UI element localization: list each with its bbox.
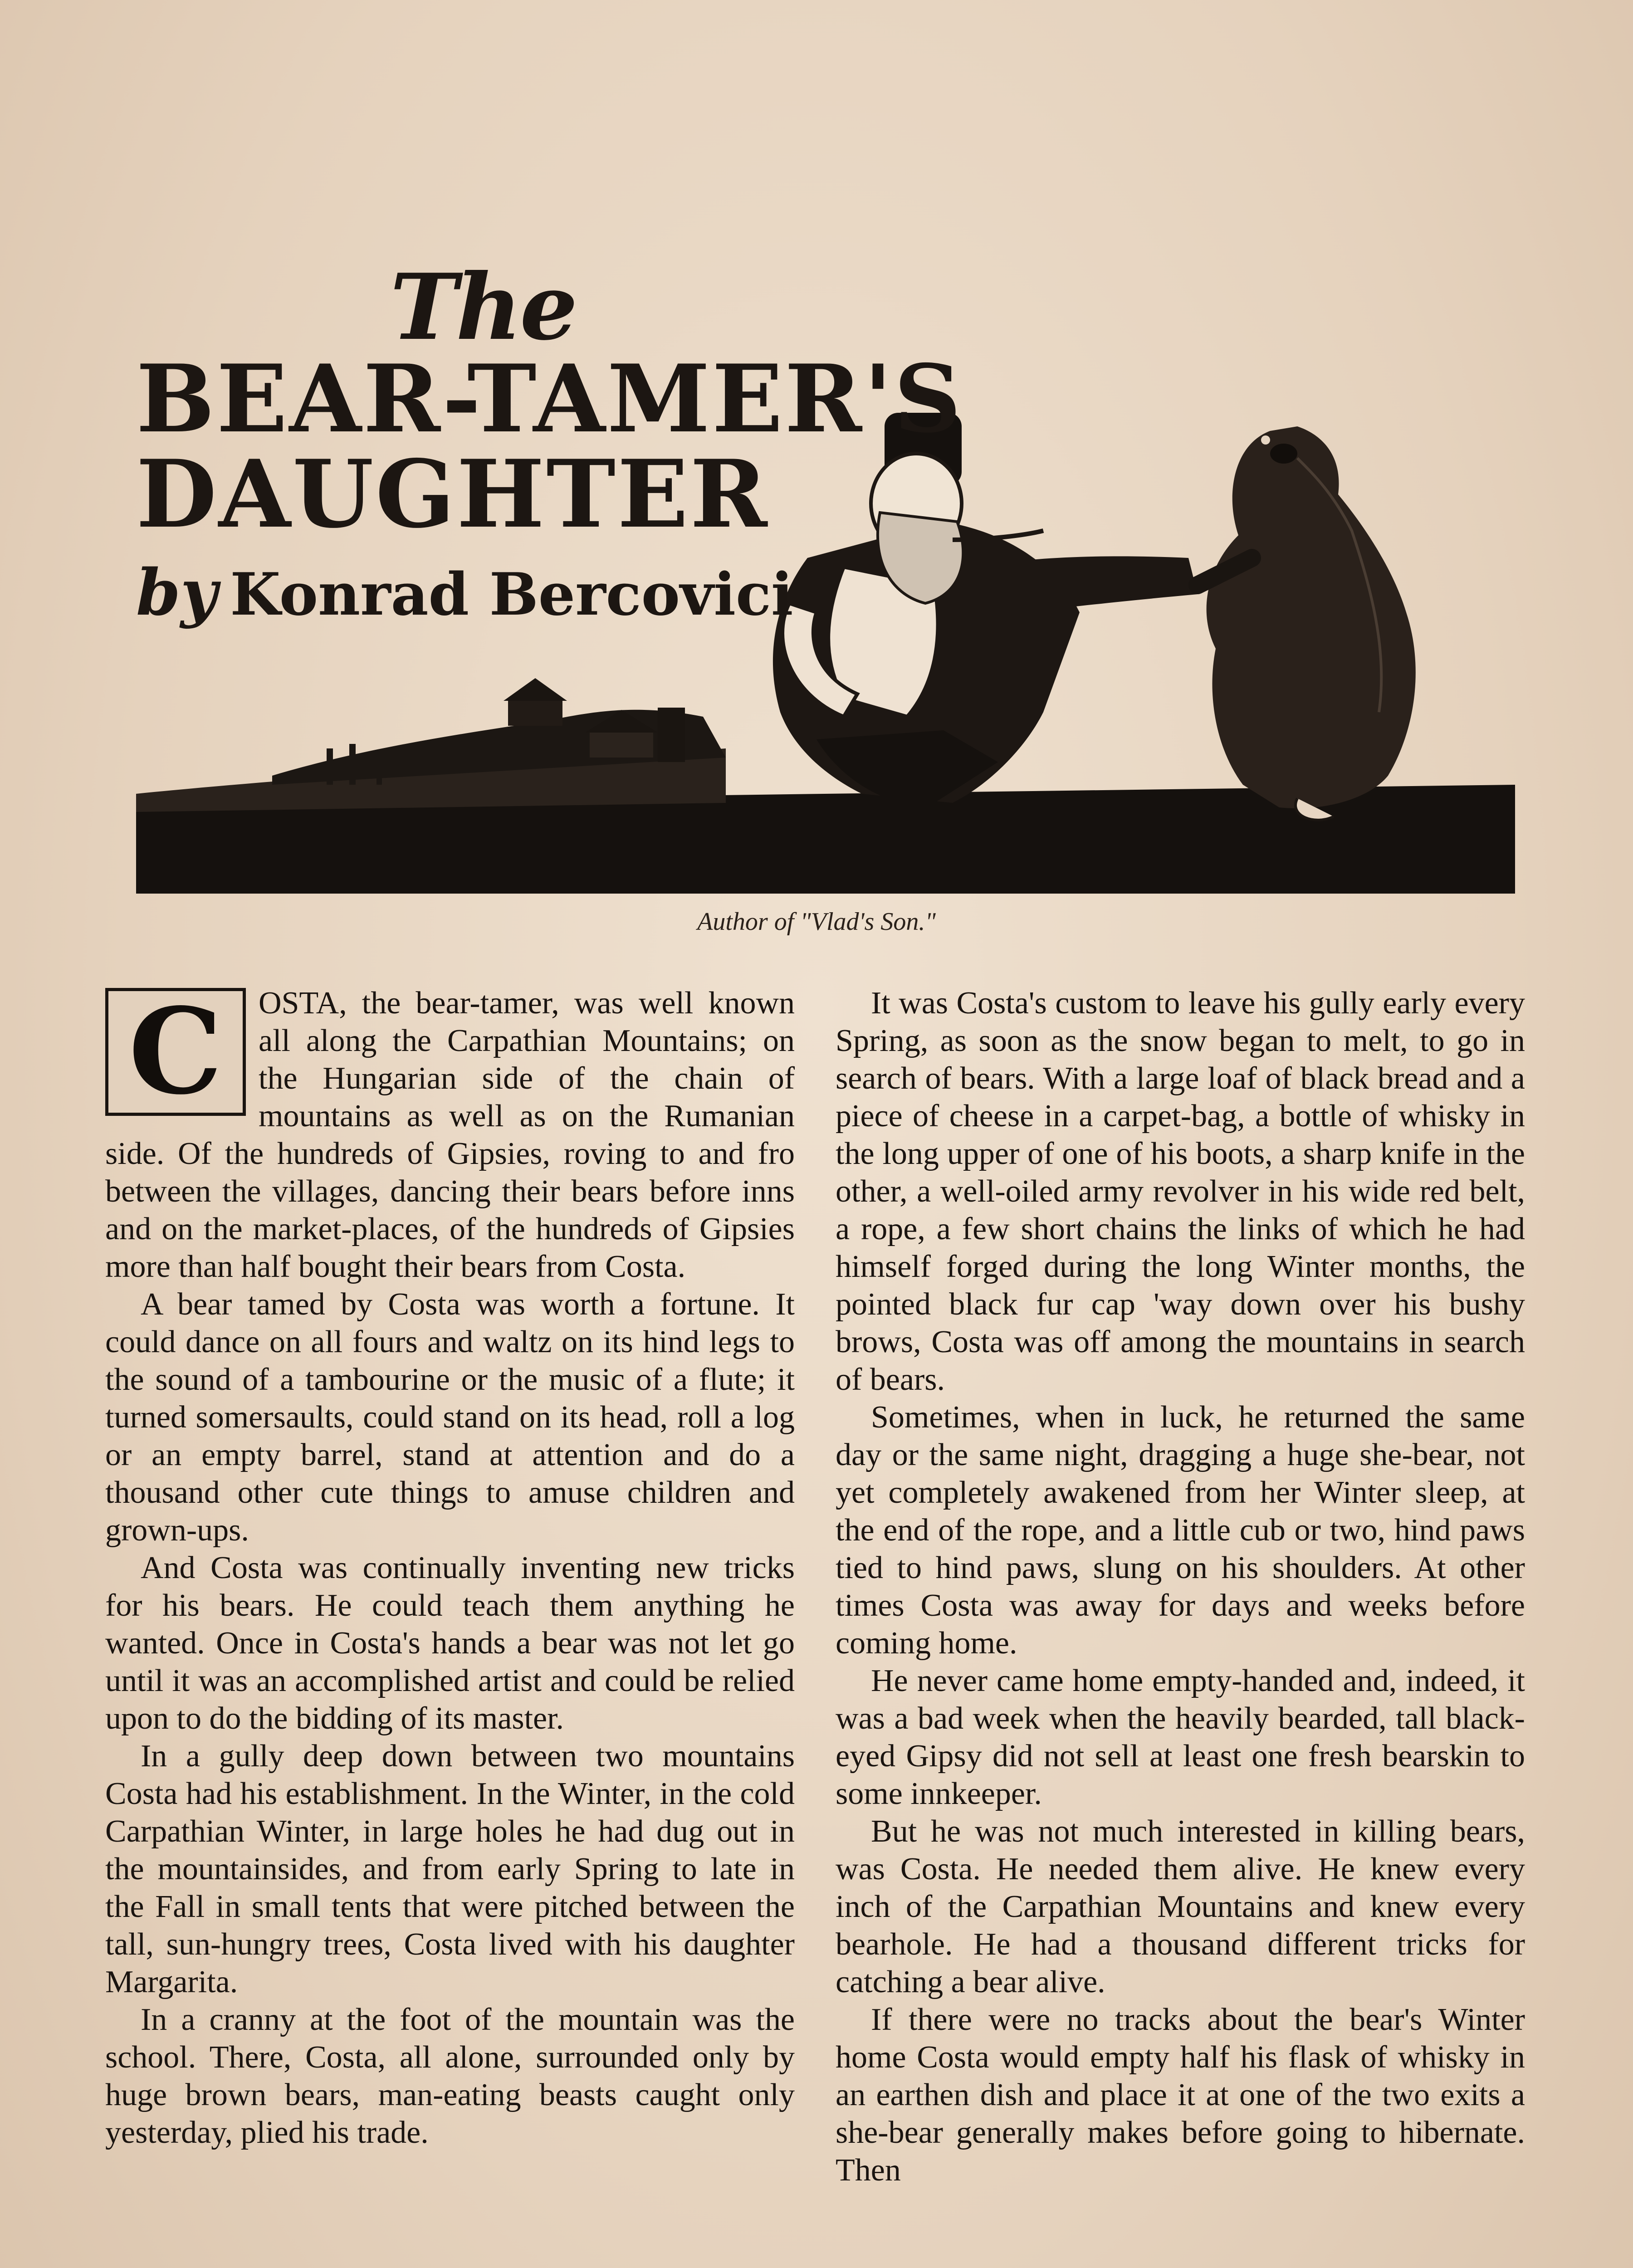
drop-cap: C <box>105 988 246 1116</box>
title-the: The <box>390 254 576 361</box>
left-column <box>105 984 795 2151</box>
paragraph: But he was not much interested in killing bears, was Costa. He needed them alive. He knew every inch of the Carpathian Mountains and knew every bearhole. He had a thousand different tricks for catching a bear alive. <box>836 1814 1525 1999</box>
title-line-1: BEAR-TAMER'S <box>136 345 963 454</box>
illustration-caption: Author of "Vlad's Son." <box>697 908 936 936</box>
paragraph: A bear tamed by Costa was worth a fortune. It could dance on all fours and waltz on its hind legs to the sound of a tambourine or the music of a flute; it turned somersaults, could stand on its head, roll a log or an empty barrel, stand at attention and do a thousand other cute things to amuse children and grown-ups. <box>105 1287 795 1548</box>
paragraph: OSTA, the bear-tamer, was well known all along the Carpathian Mountains; on the Hungarian side of the chain of mountains as well as on the Rumanian side. Of the hundreds of Gipsies, roving to and fro between the villages, dancing their bears before inns and on the market-places, of the hundreds of Gipsies more than half bought their bears from Costa. <box>105 986 795 1284</box>
paragraph: He never came home empty-handed and, indeed, it was a bad week when the heavily bearded, tall black-eyed Gipsy did not sell at least one fresh bearskin to some innkeeper. <box>836 1663 1525 1811</box>
paragraph: It was Costa's custom to leave his gully early every Spring, as soon as the snow began to melt, to go in search of bears. With a large loaf of black bread and a piece of cheese in a carpet-bag, a bottle of whisky in the long upper of one of his boots, a sharp knife in the other, a well-oiled army revolver in his wide red belt, a rope, a few short chains the links of which he had himself forged during the long Winter months, the pointed black fur cap 'way down over his bushy brows, Costa was off among the mountains in search of bears. <box>836 986 1525 1397</box>
paragraph: If there were no tracks about the bear's Winter home Costa would empty half his flask of whisky in an earthen dish and place it at one of the two exits a she-bear generally makes before going to hibernate. Then <box>836 2002 1525 2188</box>
right-column <box>836 984 1525 2189</box>
byline-by: by <box>136 556 218 630</box>
paragraph: In a gully deep down between two mountains Costa had his establishment. In the Winter, in the cold Carpathian Winter, in large holes he had dug out in the mountainsides, and from early Spring to late in the Fall in small tents that were pitched between the tall, sun-hungry trees, Costa lived with his daughter Margarita. <box>105 1739 795 1999</box>
byline <box>136 556 793 630</box>
paragraph: And Costa was continually inventing new tricks for his bears. He could teach them anything he wanted. Once in Costa's hands a bear was not let go until it was an accomplished artist and could be relied upon to do the bidding of its master. <box>105 1550 795 1736</box>
paragraph: Sometimes, when in luck, he returned the same day or the same night, dragging a huge she-bear, not yet completely awakened from her Winter sleep, at the end of the rope, and a little cub or two, hind paws tied to hind paws, slung on his shoulders. At other times Costa was away for days and weeks before coming home. <box>836 1400 1525 1661</box>
paragraph: In a cranny at the foot of the mountain was the school. There, Costa, all alone, surrounded only by huge brown bears, man-eating beasts caught only yesterday, plied his trade. <box>105 2002 795 2150</box>
author-name: Konrad Bercovici <box>230 561 793 629</box>
title-line-2: DAUGHTER <box>136 440 769 549</box>
